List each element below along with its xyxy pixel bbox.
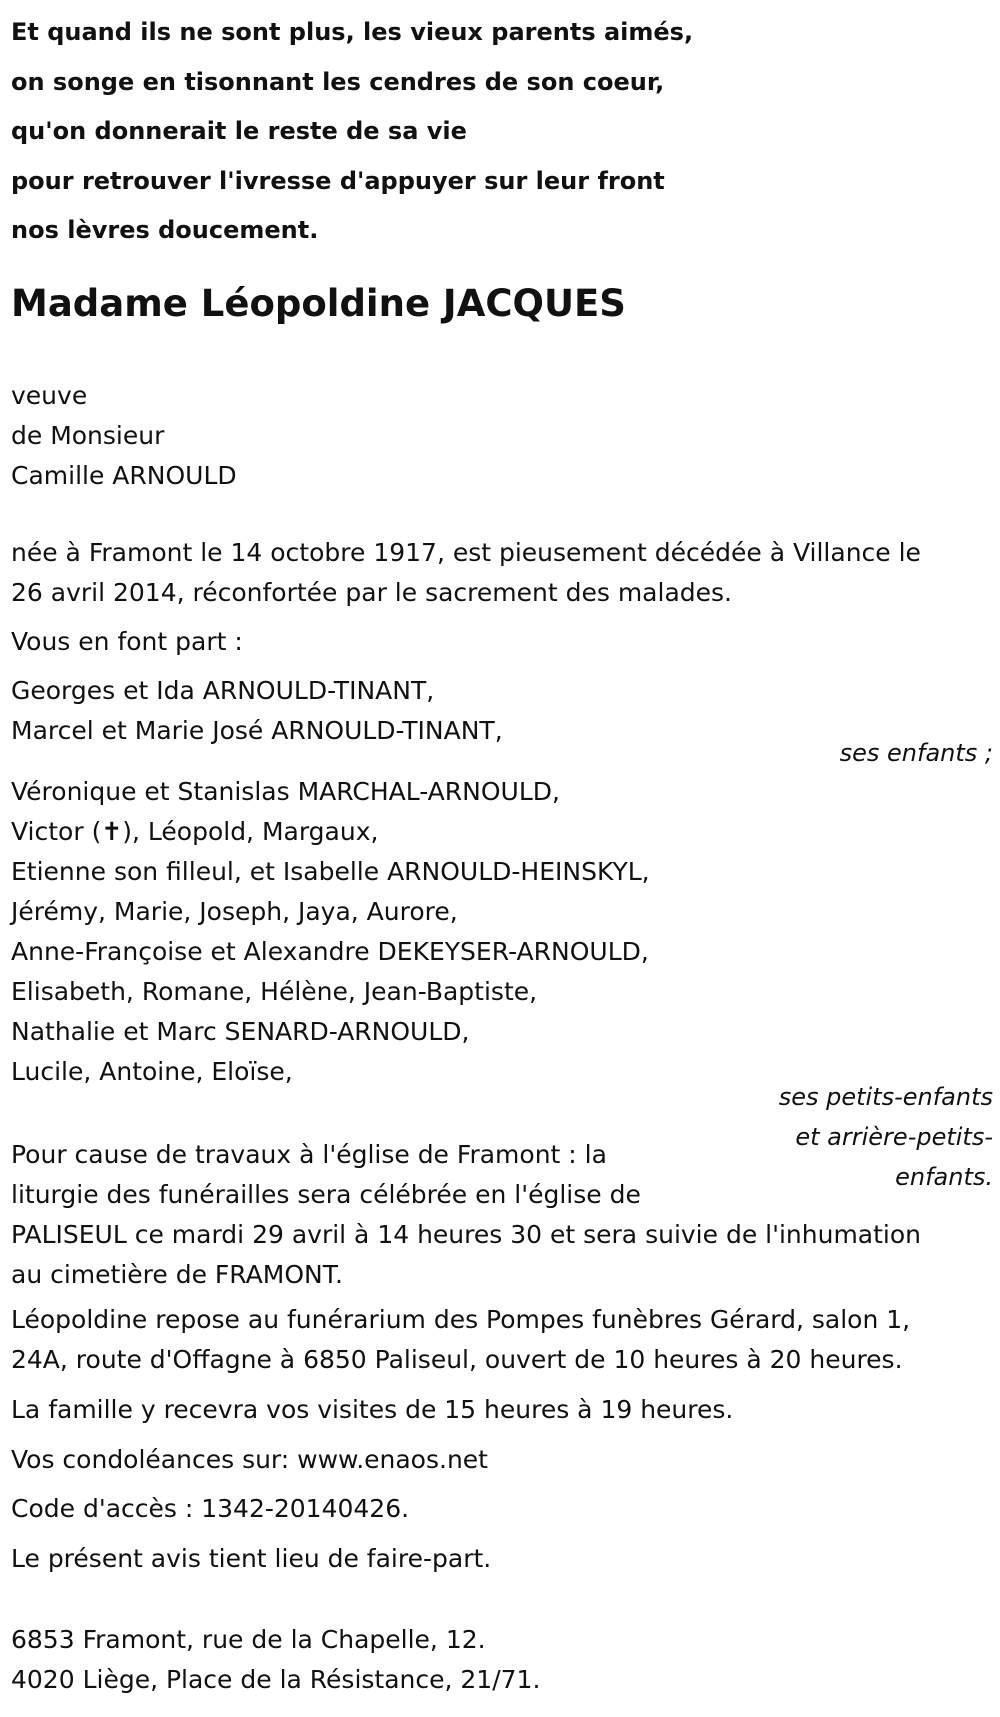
widow-info [11,376,237,496]
relation-label: ses enfants ; [839,739,993,767]
birth-death-info [11,533,921,613]
children-list [11,671,503,751]
poem-line: Et quand ils ne sont plus, les vieux parents aimés, [11,18,694,46]
notice-text: Le présent avis tient lieu de faire-part. [11,1544,492,1573]
announcement-intro: Vous en font part : [11,627,243,656]
grandchildren-line: Nathalie et Marc SENARD-ARNOULD, [11,1017,470,1046]
poem-line: nos lèvres doucement. [11,216,319,244]
funeral-home-info [11,1300,910,1380]
ceremony-line: Pour cause de travaux à l'église de Framont : la [11,1140,607,1169]
poem-line: on songe en tisonnant les cendres de son coeur, [11,67,665,96]
deceased-name: Madame Léopoldine JACQUES [11,282,626,325]
ceremony-info [11,1135,921,1295]
grandchildren-line: Lucile, Antoine, Eloïse, [11,1057,293,1086]
grandchildren-line: Elisabeth, Romane, Hélène, Jean-Baptiste, [11,977,538,1006]
birth-death-line: 26 avril 2014, réconfortée par le sacrement des malades. [11,578,732,607]
ceremony-line: PALISEUL ce mardi 29 avril à 14 heures 30 et sera suivie de l'inhumation [11,1220,922,1249]
widow-line: Camille ARNOULD [11,461,237,490]
relation-label: et arrière-petits- [795,1123,993,1151]
children-line: Marcel et Marie José ARNOULD-TINANT, [11,716,503,745]
children-line: Georges et Ida ARNOULD-TINANT, [11,676,435,705]
grandchildren-line: Victor (✝), Léopold, Margaux, [11,817,379,846]
address-line: 4020 Liège, Place de la Résistance, 21/71. [11,1665,541,1694]
poem [11,8,693,256]
widow-line: veuve [11,381,88,410]
grandchildren-line: Etienne son filleul, et Isabelle ARNOULD-HEINSKYL, [11,857,650,886]
grandchildren-line: Véronique et Stanislas MARCHAL-ARNOULD, [11,777,560,806]
children-label [840,733,993,773]
addresses [11,1620,540,1700]
poem-line: pour retrouver l'ivresse d'appuyer sur leur front [11,166,665,195]
relation-label: enfants. [895,1163,993,1191]
funeral-home-line: 24A, route d'Offagne à 6850 Paliseul, ouvert de 10 heures à 20 heures. [11,1345,903,1374]
condolences-info: Vos condoléances sur: www.enaos.net [11,1445,488,1474]
access-code: Code d'accès : 1342-20140426. [11,1494,410,1523]
address-line: 6853 Framont, rue de la Chapelle, 12. [11,1625,486,1654]
funeral-home-line: Léopoldine repose au funérarium des Pompes funèbres Gérard, salon 1, [11,1305,911,1334]
ceremony-line: liturgie des funérailles sera célébrée en l'église de [11,1180,641,1209]
poem-line: qu'on donnerait le reste de sa vie [11,117,467,145]
grandchildren-list [11,772,650,1092]
grandchildren-line: Jérémy, Marie, Joseph, Jaya, Aurore, [11,897,458,926]
ceremony-line: au cimetière de FRAMONT. [11,1260,343,1289]
grandchildren-line: Anne-Françoise et Alexandre DEKEYSER-ARNOULD, [11,937,649,966]
widow-line: de Monsieur [11,421,165,450]
relation-label: ses petits-enfants [778,1083,993,1111]
visits-info: La famille y recevra vos visites de 15 heures à 19 heures. [11,1395,734,1424]
birth-death-line: née à Framont le 14 octobre 1917, est pieusement décédée à Villance le [11,538,921,567]
